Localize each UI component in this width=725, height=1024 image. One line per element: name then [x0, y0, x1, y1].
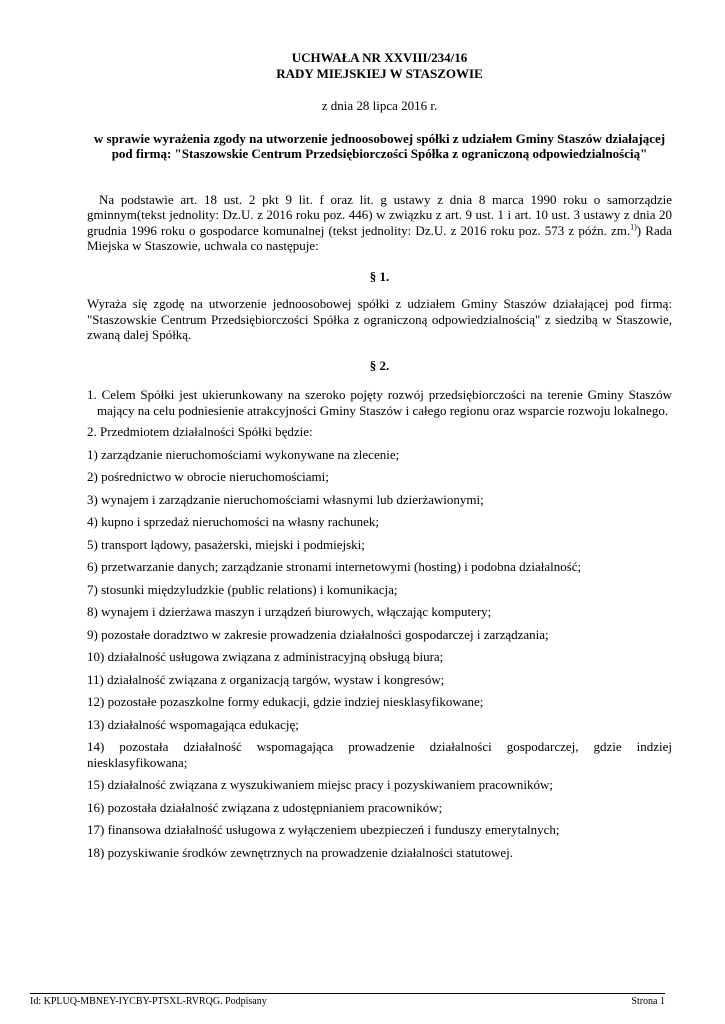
footnote-marker: 1): [630, 222, 637, 232]
resolution-subject: w sprawie wyrażenia zgody na utworzenie jednoosobowej spółki z udziałem Gminy Staszów działającej pod firmą: "Staszowskie Centrum Przedsiębiorczości Spółka z ograniczoną odpowiedzialnością": [93, 130, 666, 161]
council-name: RADY MIEJSKIEJ W STASZOWIE: [276, 65, 483, 81]
list-item: 16) pozostała działalność związana z udostępnianiem pracowników;: [87, 799, 443, 815]
section-2-title: § 2.: [369, 357, 390, 373]
list-item: 18) pozyskiwanie środków zewnętrznych na prowadzenie działalności statutowej.: [87, 844, 513, 860]
list-item: 15) działalność związana z wyszukiwaniem miejsc pracy i pozyskiwaniem pracowników;: [87, 777, 554, 792]
list-item: 11) działalność związana z organizacją targów, wystaw i kongresów;: [87, 671, 445, 687]
section-1-title: § 1.: [369, 268, 390, 284]
business-activity-list: [87, 447, 672, 861]
list-item: 3) wynajem i zarządzanie nieruchomościami własnymi lub dzierżawionymi;: [87, 491, 484, 507]
page-number: Strona 1: [631, 996, 665, 1007]
resolution-number: UCHWAŁA NR XXVIII/234/16: [291, 50, 468, 65]
list-item: 8) wynajem i dzierżawa maszyn i urządzeń biurowych, włączając komputery;: [87, 604, 492, 619]
legal-basis-end: Rada Miejska w Staszowie, uchwala co następuje:: [87, 222, 672, 253]
section-2-point-1: 1. Celem Spółki jest ukierunkowany na szeroko pojęty rozwój przedsiębiorczości na terenie Gminy Staszów mający na celu podniesienie atrakcyjności Gminy Staszów i całego regionu oraz wsparcie rozwoju lokalnego.: [87, 387, 672, 418]
list-item: 6) przetwarzanie danych; zarządzanie stronami internetowymi (hosting) i podobna działalność;: [87, 559, 582, 574]
document-body: [87, 50, 672, 860]
list-item: 14) pozostała działalność wspomagająca prowadzenie działalności gospodarczej, gdzie indziej niesklasyfikowana;: [87, 739, 672, 770]
section-1-text: Wyraża się zgodę na utworzenie jednoosobowej spółki z udziałem Gminy Staszów działającej pod firmą: "Staszowskie Centrum Przedsiębiorczości Spółka z ograniczoną odpowiedzialnością" z siedzibą w Staszowie, zwaną dalej Spółką.: [87, 296, 672, 342]
footer-divider: [30, 993, 665, 994]
document-id: Id: KPLUQ-MBNEY-IYCBY-PTSXL-RVRQG. Podpisany: [30, 996, 267, 1007]
list-item: 9) pozostałe doradztwo w zakresie prowadzenia działalności gospodarczej i zarządzania;: [87, 626, 549, 642]
legal-basis-closing-paren: ): [636, 222, 642, 238]
list-item: 10) działalność usługowa związana z administracyjną obsługą biura;: [87, 649, 444, 664]
list-item: 2) pośrednictwo w obrocie nieruchomościami;: [87, 469, 329, 484]
list-item: 1) zarządzanie nieruchomościami wykonywane na zlecenie;: [87, 446, 400, 462]
section-2-point-2: 2. Przedmiotem działalności Spółki będzie:: [87, 424, 313, 439]
list-item: 12) pozostałe pozaszkolne formy edukacji, gdzie indziej niesklasyfikowane;: [87, 694, 484, 709]
resolution-date: z dnia 28 lipca 2016 r.: [321, 98, 438, 113]
list-item: 13) działalność wspomagająca edukację;: [87, 716, 299, 732]
legal-basis-paragraph: [87, 192, 672, 254]
legal-basis-text: Na podstawie art. 18 ust. 2 pkt 9 lit. f oraz lit. g ustawy z dnia 8 marca 1990 roku o samorządzie gminnym(tekst jednolity: Dz.U. z 2016 roku poz. 446) w związku z art. 9 ust. 1 i art. 10 ust. 3 ustawy z dnia 20 grudnia 1996 roku o gospodarce komunalnej (tekst jednolity: Dz.U. z 2016 roku poz. 573 z późn. zm.: [87, 191, 672, 238]
list-item: 7) stosunki międzyludzkie (public relations) i komunikacja;: [87, 581, 398, 597]
list-item: 17) finansowa działalność usługowa z wyłączeniem ubezpieczeń i funduszy emerytalnych;: [87, 822, 560, 837]
list-item: 4) kupno i sprzedaż nieruchomości na własny rachunek;: [87, 514, 380, 529]
list-item: 5) transport lądowy, pasażerski, miejski i podmiejski;: [87, 536, 365, 552]
